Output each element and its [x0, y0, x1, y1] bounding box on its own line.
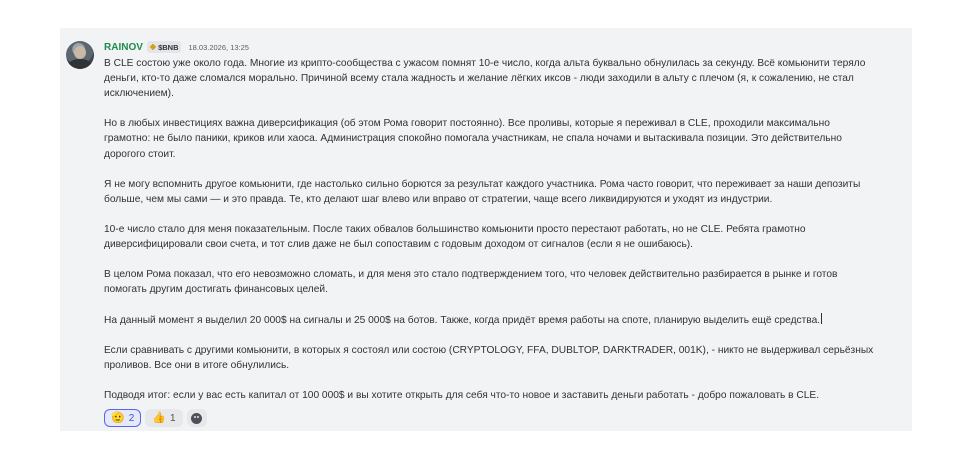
paragraph-gap: [104, 162, 904, 177]
message-line: В целом Рома показал, что его невозможно сломать, и для меня это стало подтверждением того, что человек действительно разбирается в рынке и готов: [104, 269, 838, 281]
message-line: помогать другим достигать финансовых целей.: [104, 284, 328, 296]
message-line: диверсифицировали свои счета, и тот слив даже не был сопоставим с годовым доходом от сигналов (если я не ошибаюсь).: [104, 239, 693, 251]
paragraph-gap: [104, 207, 904, 222]
reaction-count: 2: [128, 412, 135, 424]
paragraph-gap: [104, 252, 904, 267]
message-line: грамотно: не было паники, криков или хаоса. Администрация спокойно помогала участникам, не спала ночами и вытаскивала позиции. Это действительно: [104, 133, 842, 145]
message-body: [104, 56, 904, 403]
message-line: 10-е число стало для меня показательным. После таких обвалов большинство комьюнити просто перестают работать, но не CLE. Ребята грамотно: [104, 224, 806, 236]
paragraph-gap: [104, 101, 904, 116]
message-line: Но в любых инвестициях важна диверсификация (об этом Рома говорит постоянно). Все проливы, которые я переживал в CLE, проходили максимально: [104, 118, 830, 130]
thumbs-up-icon: 👍: [152, 411, 166, 424]
saluting-face-icon: 🫡: [111, 411, 125, 424]
message-line: дорогого стоит.: [104, 148, 176, 160]
message-header: [104, 39, 904, 55]
text-cursor: [821, 313, 822, 324]
message: [60, 28, 912, 431]
add-reaction-button[interactable]: [187, 409, 207, 427]
message-line: Если сравнивать с другими комьюнити, в которых я состоял или состою (CRYPTOLOGY, FFA, DUBLTOP, DARKTRADER, 001K), - никто не выдерживал серьёзных: [104, 344, 874, 356]
message-line: исключением).: [104, 88, 174, 100]
add-reaction-icon: [191, 413, 202, 424]
reaction-count: 1: [169, 412, 176, 424]
guild-tag-label: $BNB: [158, 42, 179, 52]
gold-badge-icon: ◆: [149, 42, 157, 51]
message-line: проливов. Все они в итоге обнулились.: [104, 359, 290, 371]
paragraph-gap: [104, 298, 904, 313]
reactions-bar: [104, 409, 904, 427]
message-content: [104, 39, 904, 427]
paragraph-gap: [104, 328, 904, 343]
reaction-thumbs-up[interactable]: [145, 409, 182, 427]
avatar[interactable]: [66, 41, 94, 69]
message-timestamp: 18.03.2026, 13:25: [188, 42, 249, 52]
author-name[interactable]: RAINOV: [104, 41, 143, 53]
guild-tag[interactable]: [147, 41, 182, 53]
message-line: деньги, кто-то даже сломался морально. Причиной всему стала жадность и желание лёгких иксов - люди заходили в альту с плечом (я, к сожалению, не стал: [104, 73, 854, 85]
reaction-saluting-face[interactable]: [104, 409, 141, 427]
message-line: Я не могу вспомнить другое комьюнити, где настолько сильно борются за результат каждого участника. Рома часто говорит, что переживает за наши депозиты: [104, 178, 861, 190]
message-line: На данный момент я выделил 20 000$ на сигналы и 25 000$ на ботов. Также, когда придёт время работы на споте, планирую выделить ещё средства.: [104, 314, 821, 326]
paragraph-gap: [104, 373, 904, 388]
message-line: Подводя итог: если у вас есть капитал от 100 000$ и вы хотите открыть для себя что-то новое и заставить деньги работать - добро пожаловать в CLE.: [104, 390, 820, 402]
message-line: В CLE состою уже около года. Многие из крипто-сообщества с ужасом помнят 10-е число, когда альта буквально обнулилась за секунду. Всё комьюнити теряло: [104, 58, 866, 69]
message-line: больше, чем мы сами — и это правда. Те, кто делают шаг влево или вправо от стратегии, чаще всего ликвидируются и уходят из индустрии.: [104, 193, 773, 205]
